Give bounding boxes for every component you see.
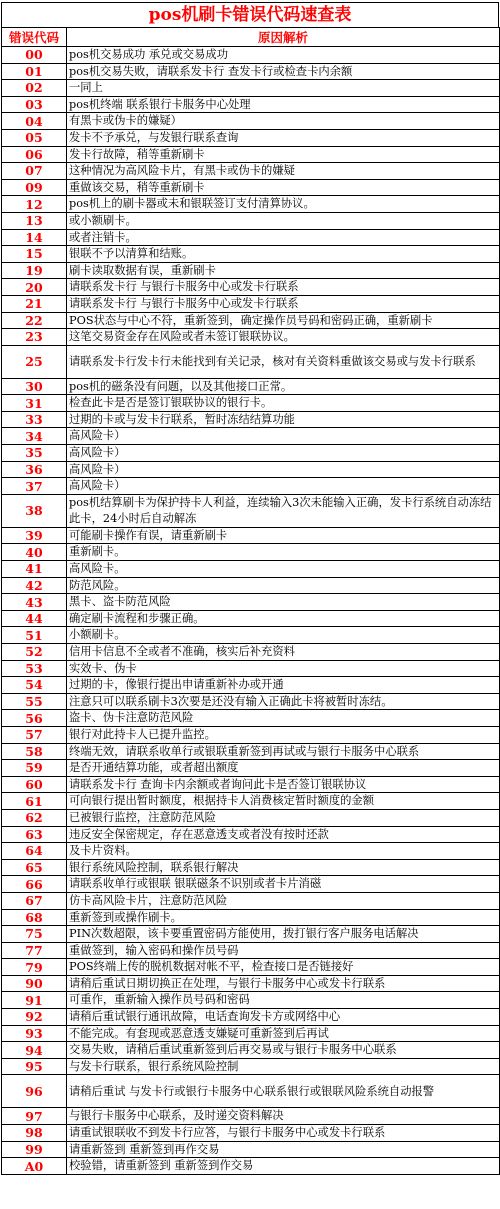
- table-row: [2, 627, 500, 644]
- table-row: [2, 47, 500, 64]
- error-code: 67: [2, 892, 67, 909]
- table-row: [2, 544, 500, 561]
- error-code: 25: [2, 345, 67, 378]
- error-description: 可向银行提出暂时额度，根据持卡人消费核定暂时额度的金额: [67, 793, 500, 810]
- table-body: [2, 47, 500, 1175]
- error-description: 这笔交易资金存在风险或者未签订银联协议。: [67, 329, 500, 346]
- error-description: 发卡行故障，稍等重新刷卡: [67, 146, 500, 163]
- error-code: 36: [2, 461, 67, 478]
- error-code: 56: [2, 710, 67, 727]
- error-description: 重新刷卡。: [67, 544, 500, 561]
- error-description: pos机上的刷卡器或未和银联签订支付清算协议。: [67, 196, 500, 213]
- table-row: [2, 279, 500, 296]
- table-row: [2, 992, 500, 1009]
- error-description: 一同上: [67, 80, 500, 97]
- error-code: 42: [2, 577, 67, 594]
- table-row: [2, 843, 500, 860]
- error-code: 60: [2, 776, 67, 793]
- error-code: 02: [2, 80, 67, 97]
- error-code: 79: [2, 959, 67, 976]
- error-description: 盗卡、伪卡注意防范风险: [67, 710, 500, 727]
- error-code: 51: [2, 627, 67, 644]
- error-code: 06: [2, 146, 67, 163]
- table-row: [2, 229, 500, 246]
- error-description: 高风险卡）: [67, 478, 500, 495]
- error-code: 93: [2, 1025, 67, 1042]
- table-row: [2, 644, 500, 661]
- error-description: 或小额刷卡。: [67, 212, 500, 229]
- error-description: pos机结算刷卡为保护持卡人利益，连续输入3次未能输入正确，发卡行系统自动冻结此卡，24小时后自动解冻: [67, 494, 500, 527]
- error-description: 重做该交易，稍等重新刷卡: [67, 179, 500, 196]
- error-code: 57: [2, 726, 67, 743]
- error-description: 可能刷卡操作有误，请重新刷卡: [67, 527, 500, 544]
- error-description: pos机交易失败，请联系发卡行 查发卡行或检查卡内余额: [67, 63, 500, 80]
- error-code: 59: [2, 760, 67, 777]
- table-row: [2, 909, 500, 926]
- table-row: [2, 726, 500, 743]
- error-code: 94: [2, 1042, 67, 1059]
- error-description: 交易失败，请稍后重试重新签到后再交易或与银行卡服务中心联系: [67, 1042, 500, 1059]
- error-code: 64: [2, 843, 67, 860]
- error-description: 这种情况为高风险卡片，有黑卡或伪卡的嫌疑: [67, 163, 500, 180]
- error-code: 44: [2, 610, 67, 627]
- error-code: 09: [2, 179, 67, 196]
- table-row: [2, 793, 500, 810]
- table-row: [2, 1075, 500, 1108]
- error-description: 刷卡读取数据有误，重新刷卡: [67, 262, 500, 279]
- table-row: [2, 129, 500, 146]
- error-code: 01: [2, 63, 67, 80]
- error-code: 37: [2, 478, 67, 495]
- error-description: 黑卡、盗卡防范风险: [67, 594, 500, 611]
- error-code: 13: [2, 212, 67, 229]
- table-row: [2, 445, 500, 462]
- error-description: pos机终端 联系银行卡服务中心处理: [67, 96, 500, 113]
- error-description: 有黑卡或伪卡的嫌疑）: [67, 113, 500, 130]
- table-row: [2, 892, 500, 909]
- error-description: POS终端上传的脱机数据对帐不平，检查接口是否链接好: [67, 959, 500, 976]
- table-row: [2, 1141, 500, 1158]
- table-row: [2, 246, 500, 263]
- error-description: 银联不予以清算和结账。: [67, 246, 500, 263]
- error-description: 防范风险。: [67, 577, 500, 594]
- error-code: 15: [2, 246, 67, 263]
- error-code: 07: [2, 163, 67, 180]
- table-row: [2, 710, 500, 727]
- table-row: [2, 80, 500, 97]
- error-code: 31: [2, 395, 67, 412]
- error-code: 61: [2, 793, 67, 810]
- error-description: 确定刷卡流程和步骤正确。: [67, 610, 500, 627]
- error-description: pos机的磁条没有问题，以及其他接口正常。: [67, 378, 500, 395]
- table-row: [2, 478, 500, 495]
- error-code: 62: [2, 809, 67, 826]
- error-description: 过期的卡或与发卡行联系，暂时冻结结算功能: [67, 411, 500, 428]
- error-description: 银行系统风险控制，联系银行解决: [67, 859, 500, 876]
- error-code: 95: [2, 1058, 67, 1075]
- error-code: 90: [2, 975, 67, 992]
- table-row: [2, 577, 500, 594]
- table-row: [2, 196, 500, 213]
- error-code: 98: [2, 1125, 67, 1142]
- table-row: [2, 743, 500, 760]
- error-description: 请重试银联收不到发卡行应答，与银行卡服务中心或发卡行联系: [67, 1125, 500, 1142]
- error-description: 校验错，请重新签到 重新签到作交易: [67, 1158, 500, 1175]
- error-code: 91: [2, 992, 67, 1009]
- error-description: 请联系发卡行 查询卡内余额或者询问此卡是否签订银联协议: [67, 776, 500, 793]
- table-row: [2, 1125, 500, 1142]
- table-row: [2, 975, 500, 992]
- error-description: 高风险卡）: [67, 445, 500, 462]
- error-description: 违反安全保密规定，存在恶意透支或者没有按时还款: [67, 826, 500, 843]
- error-code: 68: [2, 909, 67, 926]
- error-description: 请联系收单行或银联 银联磁条不识别或者卡片消磁: [67, 876, 500, 893]
- error-code: 21: [2, 295, 67, 312]
- error-code: 75: [2, 926, 67, 943]
- table-row: [2, 329, 500, 346]
- error-code: 58: [2, 743, 67, 760]
- error-description: 注意只可以联系刷卡3次要是还没有输入正确此卡将被暂时冻结。: [67, 693, 500, 710]
- table-row: [2, 760, 500, 777]
- error-code: 66: [2, 876, 67, 893]
- error-code: 65: [2, 859, 67, 876]
- error-description: 请联系发卡行 与银行卡服务中心或发卡行联系: [67, 279, 500, 296]
- error-description: 银行对此持卡人已提升监控。: [67, 726, 500, 743]
- error-code: 77: [2, 942, 67, 959]
- error-code: 38: [2, 494, 67, 527]
- table-row: [2, 113, 500, 130]
- table-row: [2, 212, 500, 229]
- error-code: 54: [2, 677, 67, 694]
- table-row: [2, 163, 500, 180]
- error-code: 63: [2, 826, 67, 843]
- error-code-sheet: [1, 2, 499, 1175]
- table-row: [2, 876, 500, 893]
- table-row: [2, 1025, 500, 1042]
- error-description: 过期的卡，像银行提出申请重新补办或开通: [67, 677, 500, 694]
- error-code: 22: [2, 312, 67, 329]
- table-row: [2, 378, 500, 395]
- table-row: [2, 809, 500, 826]
- table-row: [2, 926, 500, 943]
- table-row: [2, 959, 500, 976]
- table-row: [2, 461, 500, 478]
- error-code: 04: [2, 113, 67, 130]
- error-code: 92: [2, 1009, 67, 1026]
- table-row: [2, 1108, 500, 1125]
- table-row: [2, 594, 500, 611]
- error-description: 小额刷卡。: [67, 627, 500, 644]
- table-row: [2, 660, 500, 677]
- table-row: [2, 527, 500, 544]
- error-code: 99: [2, 1141, 67, 1158]
- error-description: 重新签到或操作刷卡。: [67, 909, 500, 926]
- error-description: 与发卡行联系，银行系统风险控制: [67, 1058, 500, 1075]
- table-row: [2, 395, 500, 412]
- table-row: [2, 345, 500, 378]
- error-code: 30: [2, 378, 67, 395]
- table-row: [2, 693, 500, 710]
- error-description: 不能完成。有套现或恶意透支嫌疑可重新签到后再试: [67, 1025, 500, 1042]
- error-code: 96: [2, 1075, 67, 1108]
- header-row: [2, 28, 500, 47]
- error-description: 终端无效，请联系收单行或银联重新签到再试或与银行卡服务中心联系: [67, 743, 500, 760]
- table-row: [2, 411, 500, 428]
- error-description: POS状态与中心不符，重新签到，确定操作员号码和密码正确，重新刷卡: [67, 312, 500, 329]
- table-row: [2, 262, 500, 279]
- table-row: [2, 1009, 500, 1026]
- table-row: [2, 561, 500, 578]
- table-row: [2, 677, 500, 694]
- table-row: [2, 63, 500, 80]
- table-row: [2, 179, 500, 196]
- error-code-table: [1, 27, 500, 1175]
- error-code: 12: [2, 196, 67, 213]
- error-description: 请重新签到 重新签到再作交易: [67, 1141, 500, 1158]
- error-code: 35: [2, 445, 67, 462]
- error-description: 是否开通结算功能，或者超出额度: [67, 760, 500, 777]
- error-code: 43: [2, 594, 67, 611]
- error-description: 或者注销卡。: [67, 229, 500, 246]
- error-description: 高风险卡。: [67, 561, 500, 578]
- error-code: 03: [2, 96, 67, 113]
- error-code: 05: [2, 129, 67, 146]
- error-code: 39: [2, 527, 67, 544]
- error-description: 重做签到，输入密码和操作员号码: [67, 942, 500, 959]
- table-row: [2, 428, 500, 445]
- header-code: 错误代码: [2, 28, 67, 47]
- error-description: 及卡片资料。: [67, 843, 500, 860]
- error-code: 41: [2, 561, 67, 578]
- error-code: 23: [2, 329, 67, 346]
- table-row: [2, 1058, 500, 1075]
- table-row: [2, 942, 500, 959]
- error-description: 仿卡高风险卡片，注意防范风险: [67, 892, 500, 909]
- table-row: [2, 146, 500, 163]
- error-description: 发卡不予承兑，与发银行联系查询: [67, 129, 500, 146]
- table-row: [2, 1042, 500, 1059]
- table-row: [2, 859, 500, 876]
- table-row: [2, 494, 500, 527]
- error-code: 53: [2, 660, 67, 677]
- error-code: 00: [2, 47, 67, 64]
- error-code: 55: [2, 693, 67, 710]
- error-code: 52: [2, 644, 67, 661]
- error-code: 19: [2, 262, 67, 279]
- error-description: 请稍后重试 与发卡行或银行卡服务中心联系银行或银联风险系统自动报警: [67, 1075, 500, 1108]
- error-code: 40: [2, 544, 67, 561]
- error-description: 检查此卡是否是签订银联协议的银行卡。: [67, 395, 500, 412]
- error-code: 97: [2, 1108, 67, 1125]
- table-row: [2, 1158, 500, 1175]
- error-description: 实效卡、伪卡: [67, 660, 500, 677]
- error-description: 可重作，重新输入操作员号码和密码: [67, 992, 500, 1009]
- error-code: 33: [2, 411, 67, 428]
- table-row: [2, 295, 500, 312]
- error-description: 请联系发卡行发卡行未能找到有关记录，核对有关资料重做该交易或与发卡行联系: [67, 345, 500, 378]
- error-code: 20: [2, 279, 67, 296]
- error-description: 请稍后重试银行通讯故障，电话查询发卡方或网络中心: [67, 1009, 500, 1026]
- error-description: 请稍后重试日期切换正在处理，与银行卡服务中心或发卡行联系: [67, 975, 500, 992]
- error-code: 14: [2, 229, 67, 246]
- error-description: 信用卡信息不全或者不准确，核实后补充资料: [67, 644, 500, 661]
- error-description: 与银行卡服务中心联系，及时递交资料解决: [67, 1108, 500, 1125]
- error-description: 已被银行监控，注意防范风险: [67, 809, 500, 826]
- error-description: PIN次数超限，该卡要重置密码方能使用，拨打银行客户服务电话解决: [67, 926, 500, 943]
- table-row: [2, 312, 500, 329]
- error-description: 高风险卡）: [67, 461, 500, 478]
- error-code: A0: [2, 1158, 67, 1175]
- error-description: 请联系发卡行 与银行卡服务中心或发卡行联系: [67, 295, 500, 312]
- table-row: [2, 610, 500, 627]
- table-row: [2, 96, 500, 113]
- error-description: 高风险卡）: [67, 428, 500, 445]
- header-desc: 原因解析: [67, 28, 500, 47]
- table-row: [2, 776, 500, 793]
- error-code: 34: [2, 428, 67, 445]
- error-description: pos机交易成功 承兑或交易成功: [67, 47, 500, 64]
- table-row: [2, 826, 500, 843]
- sheet-title: pos机刷卡错误代码速查表: [1, 2, 499, 27]
